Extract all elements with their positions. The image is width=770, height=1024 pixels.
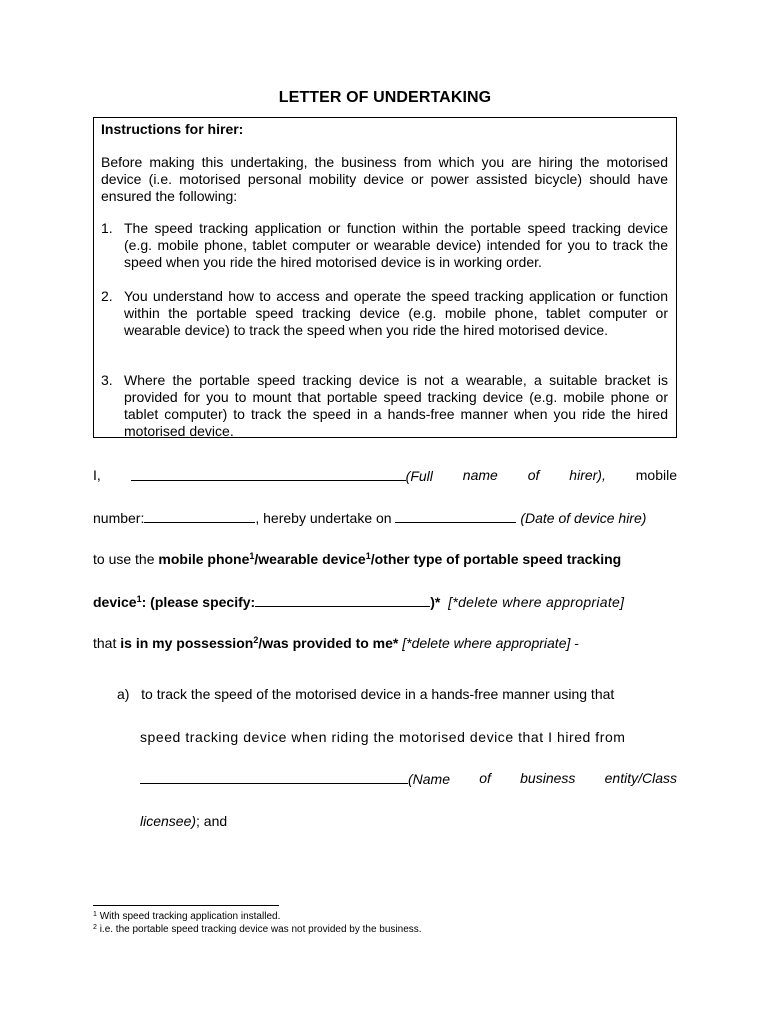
dash-text: -: [574, 635, 579, 651]
footnote-text: With speed tracking application installed.: [99, 911, 281, 922]
provided-option[interactable]: /was provided to me*: [258, 635, 399, 651]
footnote-mark: 2: [93, 924, 97, 931]
footnote-2: [93, 924, 422, 936]
wearable-option[interactable]: /wearable device: [254, 551, 366, 567]
specify-label: : (please specify:: [141, 594, 256, 610]
footnote-ref: 1: [136, 594, 142, 604]
delete-note: [*delete where appropriate]: [402, 635, 571, 651]
instruction-item: [101, 220, 668, 271]
footnote-mark: 1: [93, 911, 97, 918]
clause-a-line-4: [140, 813, 677, 830]
item-text: The speed tracking application or function within the portable speed tracking device (e.g. mobile phone, tablet computer or wearable device) intended for you to track the speed when you ride the hired motorised device is in working order.: [124, 220, 668, 270]
footnote-ref: 1: [249, 551, 255, 561]
undertake-text: , hereby undertake on: [255, 510, 392, 526]
clause-a-line-1: [117, 686, 677, 703]
item-text: Where the portable speed tracking device is not a wearable, a suitable bracket is provided for you to mount that portable speed tracking device (e.g. mobile phone or tablet computer) to track the speed in a hands-free manner when you ride the hired motorised device.: [124, 372, 668, 439]
footnote-text: i.e. the portable speed tracking device was not provided by the business.: [99, 924, 422, 935]
device-label: device: [93, 594, 137, 610]
number-label: number:: [93, 510, 145, 526]
footnote-divider: [93, 905, 279, 906]
business-name-field[interactable]: [140, 770, 408, 784]
hire-date-field[interactable]: [395, 509, 516, 523]
and-text: ; and: [196, 813, 228, 829]
undertaking-line-3: [93, 551, 677, 568]
delete-note: [*delete where appropriate]: [448, 594, 625, 610]
clause-text: speed tracking device when riding the motorised device that I hired from: [140, 729, 626, 745]
clause-a-line-3: [140, 770, 677, 788]
footnote-ref: 2: [253, 635, 259, 645]
clause-text: to track the speed of the motorised device in a hands-free manner using that: [141, 686, 615, 702]
entity-label: entity/Class: [604, 770, 677, 786]
name-label: (Name: [408, 771, 451, 787]
undertaking-line-2: [93, 509, 677, 527]
date-label: (Date of device hire): [520, 510, 647, 526]
mobile-number-field[interactable]: [144, 509, 255, 523]
document-title: LETTER OF UNDERTAKING: [278, 89, 492, 106]
device-specify-field[interactable]: [255, 593, 430, 607]
of-label: of: [527, 467, 540, 483]
instructions-heading: Instructions for hirer:: [101, 121, 244, 137]
undertaking-line-5: [93, 635, 677, 652]
other-device-option[interactable]: /other type of portable speed tracking: [370, 551, 622, 567]
item-number: 1.: [101, 220, 113, 236]
pronoun-text: I,: [93, 467, 101, 483]
instructions-intro: Before making this undertaking, the business from which you are hiring the motorised device (i.e. motorised personal mobility device or power assisted bicycle) should have ensured the following:: [101, 154, 668, 204]
hirer-label: hirer),: [569, 467, 606, 483]
close-paren: )*: [430, 594, 441, 610]
full-name-field[interactable]: [131, 467, 406, 481]
item-number: 2.: [101, 288, 113, 304]
footnote-ref: 1: [365, 551, 371, 561]
item-text: You understand how to access and operate the speed tracking application or function within the portable speed tracking device (e.g. mobile phone, tablet computer or wearable device) to track the speed when you ride the hired motorised device.: [124, 288, 668, 338]
instruction-item: [101, 288, 668, 339]
possession-option[interactable]: is in my possession: [120, 635, 254, 651]
to-use-text: to use the: [93, 551, 155, 567]
licensee-label: licensee): [140, 813, 197, 829]
clause-a-line-2: [140, 729, 677, 746]
that-text: that: [93, 635, 117, 651]
mobile-label: mobile: [635, 467, 677, 483]
full-label: (Full: [405, 468, 433, 484]
of-label: of: [479, 770, 491, 786]
instructions-box: [93, 117, 677, 438]
undertaking-line-4: [93, 593, 677, 611]
instruction-item: [101, 372, 668, 440]
name-label: name: [462, 467, 498, 483]
undertaking-line-1: [93, 467, 677, 485]
clause-label: a): [117, 686, 130, 702]
item-number: 3.: [101, 372, 113, 388]
footnote-1: [93, 911, 280, 923]
business-label: business: [520, 770, 576, 786]
mobile-phone-option[interactable]: mobile phone: [158, 551, 250, 567]
